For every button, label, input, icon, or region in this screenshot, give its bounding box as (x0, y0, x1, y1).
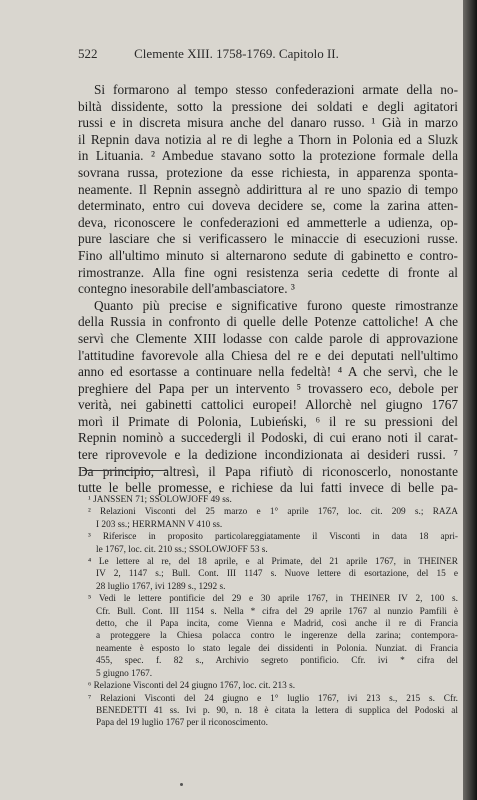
body-text (78, 82, 458, 497)
footnote-line: le 1767, loc. cit. 210 ss.; SSOLOWJOFF 53 s. (96, 544, 268, 555)
footnote-line: I 203 ss.; HERRMANN V 410 ss. (96, 519, 223, 530)
body-line: rimostranze. Alla fine ogni resistenza seria cedette di fronte al (78, 264, 458, 280)
body-line: il Repnin dava notizia al re di leghe a Thorn in Polonia ed a Sluzk (78, 131, 458, 147)
footnote-line: IV 2, 1147 s.; Bull. Cont. III 1147 s. Nuove lettere di esortazione, del 15 e (96, 569, 458, 580)
footnote-line: 5 giugno 1767. (96, 668, 153, 679)
footnote-line: detto, che il Papa incita, come Vienna e Madrid, così anche il re di Francia (96, 619, 458, 630)
body-line: Fino all'ultimo minuto si alternarono sedute di gabinetto e contro- (78, 247, 458, 263)
body-line: in Lituania. ² Ambedue stavano sotto la protezione formale della (78, 148, 458, 164)
body-line: verità, nei gabinetti cattolici europei! Allorchè nel giugno 1767 (78, 397, 458, 413)
body-line: pure lasciare che si verificassero le minaccie di esecuzioni russe. (78, 231, 458, 247)
body-line: determinato, entro cui doveva decidere se, come la zarina atten- (78, 198, 458, 214)
body-line: Da principio, altresì, il Papa rifiutò di riconoscerlo, nonostante (78, 463, 458, 479)
body-line: contegno inesorabile dell'ambasciatore. ³ (78, 281, 295, 297)
body-line: servì che Clemente XIII lodasse con calde parole di approvazione (78, 330, 458, 346)
footnote-line: BENEDETTI 41 ss. Ivi p. 90, n. 18 è citata la lettera di supplica del Podoski al (96, 705, 458, 716)
body-line: tutte le belle promesse, e richiese da lui fatti invece di belle pa- (78, 480, 458, 496)
footnote-line: Papa del 19 luglio 1767 per il riconoscimento. (96, 718, 268, 729)
body-line: l'attitudine favorevole alla Chiesa del re e dei deputati nell'ultimo (78, 347, 458, 363)
body-line: deva, riconoscere le confederazioni ed ammetterle a udienza, op- (78, 214, 458, 230)
page-speck (180, 783, 183, 786)
body-line: russi e in discreta misura anche del danaro russo. ¹ Già in marzo (78, 115, 458, 131)
footnote-line: 455, spec. f. 82 s., Archivio segreto pontificio. Cfr. ivi * cifra del (96, 656, 458, 667)
footnote-line: ² Relazioni Visconti del 25 marzo e 1° aprile 1767, loc. cit. 209 s.; RAZA (88, 507, 458, 518)
footnote-line: ⁶ Relazione Visconti del 24 giugno 1767, loc. cit. 213 s. (88, 681, 296, 692)
body-line: sovrana russa, protezione da esse richiesta, in apparenza sponta- (78, 164, 458, 180)
footnotes (88, 494, 458, 730)
body-line: morì il Primate di Polonia, Lubieński, ⁶ il re su pressioni del (78, 413, 458, 429)
body-line: anno ed esortasse a continuare nella fedeltà! ⁴ A che servì, che le (78, 364, 458, 380)
footnote-line: ¹ JANSSEN 71; SSOLOWJOFF 49 ss. (88, 495, 232, 505)
footnote-line: ⁴ Le lettere al re, del 18 aprile, e al Primate, del 21 aprile 1767, in THEINER (88, 557, 458, 568)
body-line: tere riprovevole e la dedizione incondizionata ai desideri russi. ⁷ (78, 447, 458, 463)
footnote-line: ⁷ Relazioni Visconti del 24 giugno e 1° luglio 1767, ivi 213 s., 215 s. Cfr. (88, 693, 458, 704)
footnote-line: neamente è esposto lo stato legale dei dissidenti in Polonia. Nunziat. di Francia (96, 643, 458, 654)
footnote-line: 28 luglio 1767, ivi 1289 s., 1292 s. (96, 581, 226, 592)
body-line: Quanto più precise e significative furono queste rimostranze (94, 297, 458, 313)
footnote-separator (82, 470, 168, 471)
body-line: biltà dissidente, sotto la pressione dei soldati e degli agitatori (78, 98, 458, 114)
footnote-line: ³ Riferisce in proposito particolareggiatamente il Visconti in data 18 apri- (88, 532, 458, 543)
body-line: della Russia in confronto di quelle delle Potenze cattoliche! A che (78, 314, 458, 330)
footnote-line: ⁵ Vedi le lettere pontificie del 29 e 30 aprile 1767, in THEINER IV 2, 100 s. (88, 594, 458, 605)
body-line: Si formarono al tempo stesso confederazioni armate della no- (94, 82, 458, 97)
footnote-line: Cfr. Bull. Cont. III 1154 s. Nella * cifra del 29 aprile 1767 al nunzio Pamfili è (96, 606, 458, 617)
body-line: neamente. Il Repnin assegnò addirittura al re uno spazio di tempo (78, 181, 458, 197)
body-line: Repnin nominò a succedergli il Podoski, di cui erano noti il carat- (78, 430, 458, 446)
page-number: 522 (78, 46, 98, 61)
book-spine-shadow (463, 0, 477, 800)
running-head: Clemente XIII. 1758-1769. Capitolo II. (134, 46, 339, 61)
body-line: preghiere del Papa per un intervento ⁵ trovassero eco, debole per (78, 380, 458, 396)
footnote-line: a proteggere la Chiesa polacca contro le ingerenze della zarina; contempora- (96, 631, 458, 642)
